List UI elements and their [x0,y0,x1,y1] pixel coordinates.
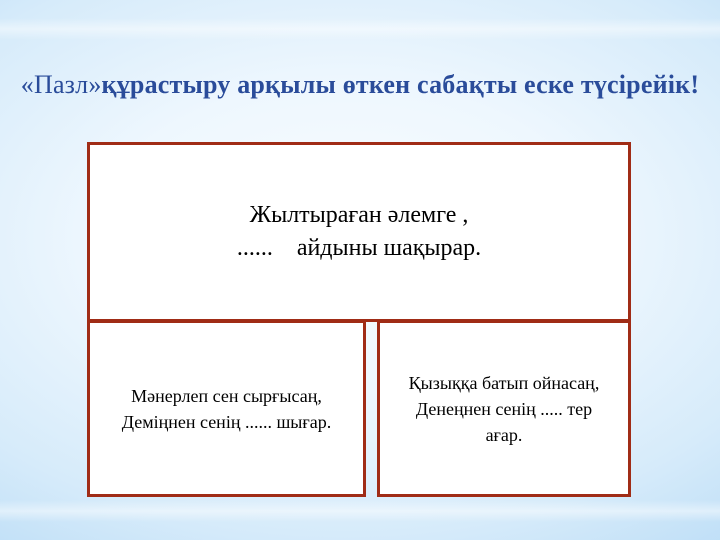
slide-title-bold-part: құрастыру арқылы өткен сабақты еске түсірейік! [101,70,700,99]
puzzle-box-bottom-right-line-3: ағар. [485,424,523,445]
puzzle-box-bottom-left-line-2: Деміңнен сенің ...... шығар. [121,411,332,432]
puzzle-box-bottom-left [87,320,366,497]
puzzle-box-top-line-2: ...... айдыны шақырар. [236,235,482,261]
puzzle-box-top-line-1: Жылтыраған әлемге , [249,202,469,228]
puzzle-box-top [87,142,631,322]
puzzle-box-bottom-right-line-2: Денеңнен сенің ..... тер [415,398,593,419]
puzzle-box-bottom-left-line-1: Мәнерлеп сен сырғысаң, [131,385,322,406]
background-streak [0,18,720,40]
puzzle-box-bottom-right [377,320,631,497]
slide-title [0,70,720,100]
background-streak [0,500,720,522]
puzzle-box-bottom-right-line-1: Қызыққа батып ойнасаң, [408,372,600,393]
slide-title-normal-part: «Пазл» [20,70,102,99]
